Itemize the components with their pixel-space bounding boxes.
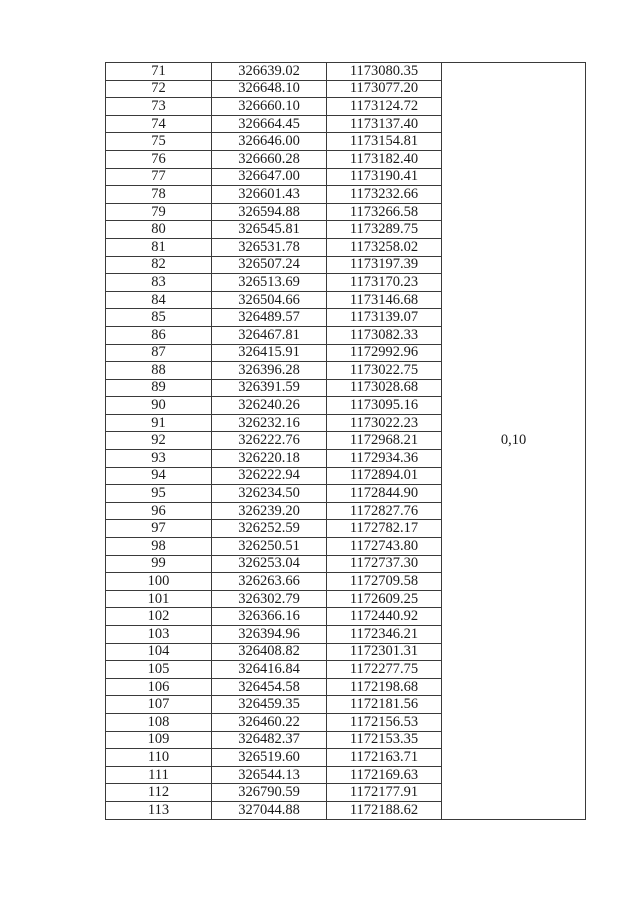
- x-coordinate-cell: 326240.26: [212, 397, 327, 415]
- point-number-cell: 103: [106, 626, 212, 644]
- x-coordinate-cell: 326544.13: [212, 766, 327, 784]
- point-number-cell: 106: [106, 678, 212, 696]
- x-coordinate-cell: 326454.58: [212, 678, 327, 696]
- point-number-cell: 94: [106, 467, 212, 485]
- y-coordinate-cell: 1172440.92: [327, 608, 442, 626]
- y-coordinate-cell: 1172844.90: [327, 485, 442, 503]
- y-coordinate-cell: 1173182.40: [327, 150, 442, 168]
- x-coordinate-cell: 326507.24: [212, 256, 327, 274]
- x-coordinate-cell: 326531.78: [212, 238, 327, 256]
- x-coordinate-cell: 327044.88: [212, 801, 327, 819]
- x-coordinate-cell: 326647.00: [212, 168, 327, 186]
- x-coordinate-cell: 326513.69: [212, 274, 327, 292]
- y-coordinate-cell: 1173095.16: [327, 397, 442, 415]
- x-coordinate-cell: 326519.60: [212, 749, 327, 767]
- y-coordinate-cell: 1173080.35: [327, 63, 442, 81]
- point-number-cell: 105: [106, 661, 212, 679]
- point-number-cell: 93: [106, 450, 212, 468]
- x-coordinate-cell: 326646.00: [212, 133, 327, 151]
- y-coordinate-cell: 1173139.07: [327, 309, 442, 327]
- point-number-cell: 89: [106, 379, 212, 397]
- point-number-cell: 88: [106, 362, 212, 380]
- x-coordinate-cell: 326250.51: [212, 538, 327, 556]
- point-number-cell: 80: [106, 221, 212, 239]
- point-number-cell: 77: [106, 168, 212, 186]
- y-coordinate-cell: 1173124.72: [327, 98, 442, 116]
- y-coordinate-cell: 1172743.80: [327, 538, 442, 556]
- y-coordinate-cell: 1172346.21: [327, 626, 442, 644]
- x-coordinate-cell: 326660.10: [212, 98, 327, 116]
- point-number-cell: 75: [106, 133, 212, 151]
- y-coordinate-cell: 1172894.01: [327, 467, 442, 485]
- x-coordinate-cell: 326790.59: [212, 784, 327, 802]
- coordinates-table-body: [106, 63, 586, 820]
- y-coordinate-cell: 1173258.02: [327, 238, 442, 256]
- y-coordinate-cell: 1172188.62: [327, 801, 442, 819]
- point-number-cell: 86: [106, 326, 212, 344]
- y-coordinate-cell: 1173022.23: [327, 414, 442, 432]
- point-number-cell: 71: [106, 63, 212, 81]
- x-coordinate-cell: 326504.66: [212, 291, 327, 309]
- point-number-cell: 113: [106, 801, 212, 819]
- y-coordinate-cell: 1172782.17: [327, 520, 442, 538]
- point-number-cell: 76: [106, 150, 212, 168]
- y-coordinate-cell: 1172169.63: [327, 766, 442, 784]
- x-coordinate-cell: 326415.91: [212, 344, 327, 362]
- point-number-cell: 98: [106, 538, 212, 556]
- point-number-cell: 91: [106, 414, 212, 432]
- y-coordinate-cell: 1173022.75: [327, 362, 442, 380]
- point-number-cell: 79: [106, 203, 212, 221]
- point-number-cell: 92: [106, 432, 212, 450]
- point-number-cell: 73: [106, 98, 212, 116]
- y-coordinate-cell: 1173154.81: [327, 133, 442, 151]
- x-coordinate-cell: 326489.57: [212, 309, 327, 327]
- y-coordinate-cell: 1173190.41: [327, 168, 442, 186]
- point-number-cell: 83: [106, 274, 212, 292]
- x-coordinate-cell: 326252.59: [212, 520, 327, 538]
- x-coordinate-cell: 326467.81: [212, 326, 327, 344]
- x-coordinate-cell: 326416.84: [212, 661, 327, 679]
- y-coordinate-cell: 1172934.36: [327, 450, 442, 468]
- y-coordinate-cell: 1172709.58: [327, 573, 442, 591]
- point-number-cell: 95: [106, 485, 212, 503]
- point-number-cell: 102: [106, 608, 212, 626]
- point-number-cell: 84: [106, 291, 212, 309]
- table-row: [106, 63, 586, 81]
- point-number-cell: 97: [106, 520, 212, 538]
- y-coordinate-cell: 1172198.68: [327, 678, 442, 696]
- y-coordinate-cell: 1172827.76: [327, 502, 442, 520]
- point-number-cell: 108: [106, 713, 212, 731]
- y-coordinate-cell: 1173028.68: [327, 379, 442, 397]
- y-coordinate-cell: 1172301.31: [327, 643, 442, 661]
- y-coordinate-cell: 1172163.71: [327, 749, 442, 767]
- x-coordinate-cell: 326459.35: [212, 696, 327, 714]
- x-coordinate-cell: 326664.45: [212, 115, 327, 133]
- point-number-cell: 99: [106, 555, 212, 573]
- x-coordinate-cell: 326366.16: [212, 608, 327, 626]
- point-number-cell: 112: [106, 784, 212, 802]
- point-number-cell: 74: [106, 115, 212, 133]
- y-coordinate-cell: 1172153.35: [327, 731, 442, 749]
- y-coordinate-cell: 1172992.96: [327, 344, 442, 362]
- point-number-cell: 90: [106, 397, 212, 415]
- x-coordinate-cell: 326222.76: [212, 432, 327, 450]
- point-number-cell: 87: [106, 344, 212, 362]
- y-coordinate-cell: 1173232.66: [327, 186, 442, 204]
- x-coordinate-cell: 326302.79: [212, 590, 327, 608]
- point-number-cell: 110: [106, 749, 212, 767]
- y-coordinate-cell: 1172181.56: [327, 696, 442, 714]
- point-number-cell: 100: [106, 573, 212, 591]
- point-number-cell: 107: [106, 696, 212, 714]
- point-number-cell: 82: [106, 256, 212, 274]
- point-number-cell: 78: [106, 186, 212, 204]
- y-coordinate-cell: 1172737.30: [327, 555, 442, 573]
- y-coordinate-cell: 1172968.21: [327, 432, 442, 450]
- point-number-cell: 111: [106, 766, 212, 784]
- y-coordinate-cell: 1172277.75: [327, 661, 442, 679]
- y-coordinate-cell: 1173266.58: [327, 203, 442, 221]
- y-coordinate-cell: 1173146.68: [327, 291, 442, 309]
- point-number-cell: 109: [106, 731, 212, 749]
- x-coordinate-cell: 326601.43: [212, 186, 327, 204]
- x-coordinate-cell: 326408.82: [212, 643, 327, 661]
- y-coordinate-cell: 1172156.53: [327, 713, 442, 731]
- x-coordinate-cell: 326222.94: [212, 467, 327, 485]
- x-coordinate-cell: 326460.22: [212, 713, 327, 731]
- point-number-cell: 104: [106, 643, 212, 661]
- point-number-cell: 101: [106, 590, 212, 608]
- y-coordinate-cell: 1173137.40: [327, 115, 442, 133]
- x-coordinate-cell: 326594.88: [212, 203, 327, 221]
- y-coordinate-cell: 1173289.75: [327, 221, 442, 239]
- x-coordinate-cell: 326253.04: [212, 555, 327, 573]
- x-coordinate-cell: 326239.20: [212, 502, 327, 520]
- point-number-cell: 96: [106, 502, 212, 520]
- x-coordinate-cell: 326396.28: [212, 362, 327, 380]
- y-coordinate-cell: 1172609.25: [327, 590, 442, 608]
- x-coordinate-cell: 326232.16: [212, 414, 327, 432]
- x-coordinate-cell: 326263.66: [212, 573, 327, 591]
- y-coordinate-cell: 1172177.91: [327, 784, 442, 802]
- x-coordinate-cell: 326391.59: [212, 379, 327, 397]
- x-coordinate-cell: 326648.10: [212, 80, 327, 98]
- coordinates-table: [105, 62, 586, 820]
- y-coordinate-cell: 1173170.23: [327, 274, 442, 292]
- point-number-cell: 85: [106, 309, 212, 327]
- x-coordinate-cell: 326220.18: [212, 450, 327, 468]
- point-number-cell: 81: [106, 238, 212, 256]
- x-coordinate-cell: 326234.50: [212, 485, 327, 503]
- x-coordinate-cell: 326394.96: [212, 626, 327, 644]
- point-number-cell: 72: [106, 80, 212, 98]
- y-coordinate-cell: 1173082.33: [327, 326, 442, 344]
- y-coordinate-cell: 1173197.39: [327, 256, 442, 274]
- x-coordinate-cell: 326545.81: [212, 221, 327, 239]
- x-coordinate-cell: 326660.28: [212, 150, 327, 168]
- x-coordinate-cell: 326482.37: [212, 731, 327, 749]
- y-coordinate-cell: 1173077.20: [327, 80, 442, 98]
- x-coordinate-cell: 326639.02: [212, 63, 327, 81]
- merged-value-cell: 0,10: [442, 63, 586, 820]
